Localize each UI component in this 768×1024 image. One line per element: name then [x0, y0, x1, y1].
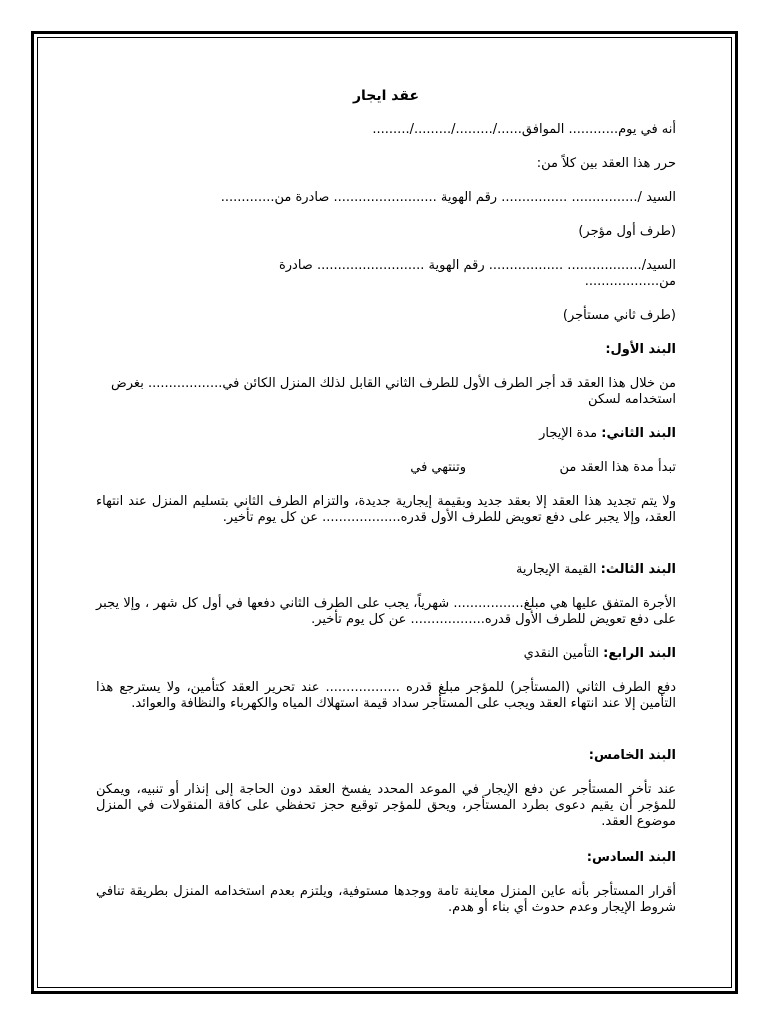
clause3-title	[96, 562, 676, 578]
clause2-text: ولا يتم تجديد هذا العقد إلا بعقد جديد وبقيمة إيجارية جديدة، والتزام الطرف الثاني بتسليم المنزل عند انتهاء العقد، وإلا يجبر على دفع تعويض للطرف الأول قدره................... عن كل يوم تأخير.	[96, 494, 676, 525]
parties-intro: حرر هذا العقد بين كلاً من:	[536, 156, 676, 171]
clause3-text: الأجرة المتفق عليها هي مبلغ................. شهرياً، يجب على الطرف الثاني دفعها في أول كل شهر ، وإلا يجبر على دفع تعويض للطرف الأول قدره.................. عن كل يوم تأخير.	[96, 596, 676, 627]
contract-title: عقد ايجار	[352, 88, 420, 104]
clause3-heading: البند الثالث:	[600, 562, 676, 577]
clause1-heading: البند الأول:	[605, 342, 676, 357]
clause2-end: وتنتهي في	[410, 460, 466, 475]
clause2-period	[96, 460, 676, 476]
clause4-subtitle: التأمين النقدي	[523, 646, 604, 661]
clause6-text: أقرار المستأجر بأنه عاين المنزل معاينة تامة ووجدها مستوفية، ويلتزم بعدم استخدامه المنزل بطريقة تنافي شروط الإيجار وعدم حدوث أي بناء أو هدم.	[96, 884, 676, 915]
second-party-label: (طرف ثاني مستأجر)	[562, 308, 676, 323]
clause2-subtitle: مدة الإيجار	[539, 426, 602, 441]
clause2-start: تبدأ مدة هذا العقد من	[559, 460, 676, 475]
clause4-heading: البند الرابع:	[603, 646, 676, 661]
first-party-label: (طرف أول مؤجر)	[578, 224, 676, 239]
clause5-text: عند تأخر المستأجر عن دفع الإيجار في الموعد المحدد يفسخ العقد دون الحاجة إلى إنذار أو تنبيه، ويمكن للمؤجر أن يقيم دعوى بطرد المستأجر، ويحق للمؤجر توقيع حجز تحفظي على كافة المنقولات في المنزل موضوع العقد.	[96, 782, 676, 829]
clause4-text: دفع الطرف الثاني (المستأجر) للمؤجر مبلغ قدره .................. عند تحرير العقد كتأمين، ولا يسترجع هذا التأمين إلا عند انتهاء العقد ويجب على المستأجر سداد قيمة استهلاك المياه والكهرباء والنظافة والعوائد.	[96, 680, 676, 711]
first-party-line: السيد /................ ................ رقم الهوية ......................... صادرة من.............	[220, 190, 676, 205]
clause3-subtitle: القيمة الإيجارية	[515, 562, 601, 577]
clause4-title	[96, 646, 676, 662]
clause1-text: من خلال هذا العقد قد أجر الطرف الأول للطرف الثاني القابل لذلك المنزل الكائن في.................. بغرض استخدامه لسكن	[111, 376, 676, 407]
clause2-heading: البند الثاني:	[601, 426, 676, 441]
second-party-line: السيد/.................. .................. رقم الهوية .......................... صادرة من..................	[278, 258, 676, 289]
date-line: أنه في يوم............ الموافق....../........./........./.........	[372, 122, 676, 137]
clause5-heading: البند الخامس:	[588, 748, 676, 763]
clause2-title	[96, 426, 676, 442]
clause6-heading: البند السادس:	[586, 850, 676, 865]
